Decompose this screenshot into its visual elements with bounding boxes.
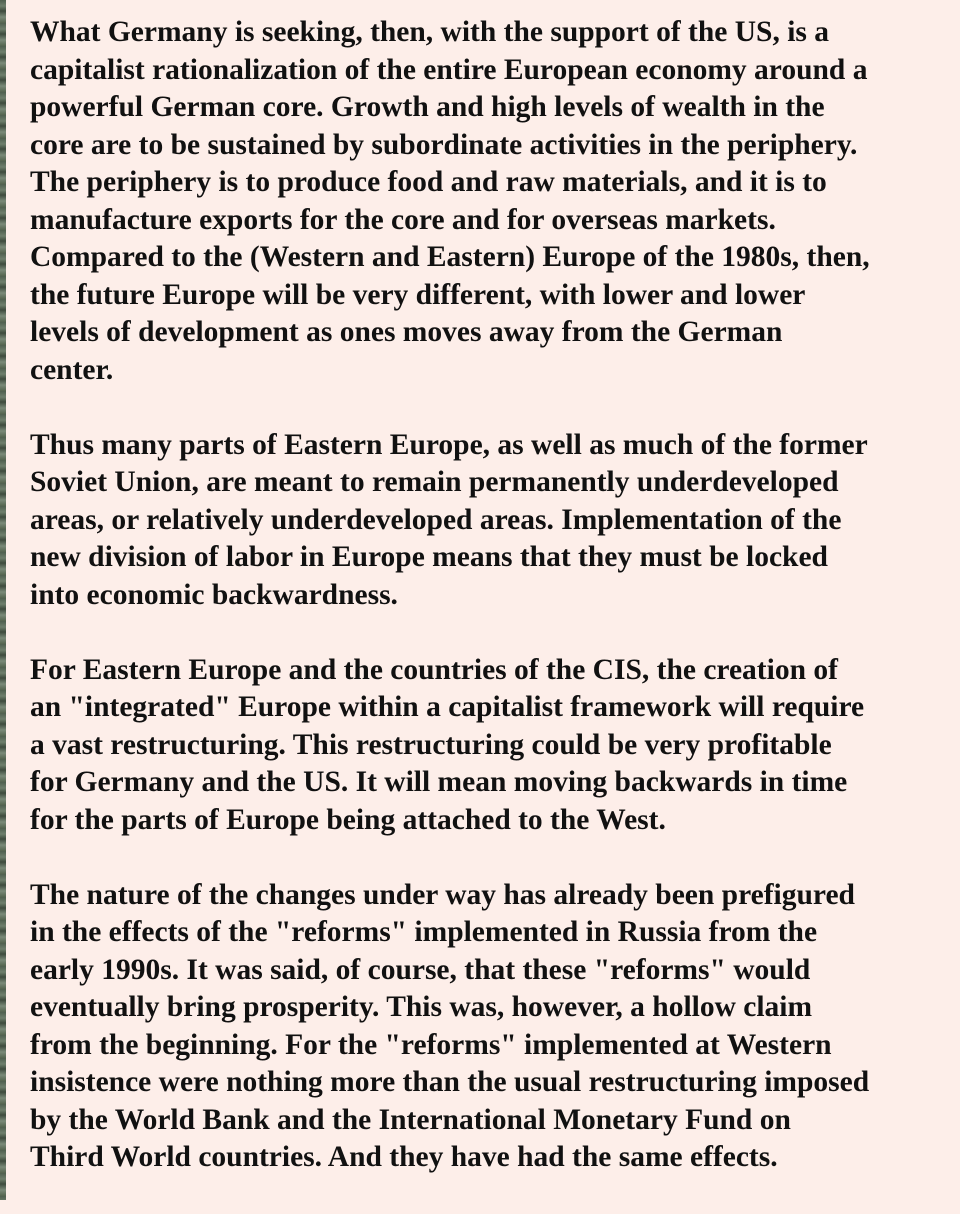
paragraph-3 — [30, 652, 952, 840]
text-line: The periphery is to produce food and raw materials, and it is to — [30, 166, 827, 198]
text-line: areas, or relatively underdeveloped areas. Implementation of the — [30, 503, 842, 536]
text-line: a vast restructuring. This restructuring could be very profitable — [30, 728, 832, 761]
text-line: insistence were nothing more than the usual restructuring imposed — [30, 1066, 870, 1098]
text-line: core are to be sustained by subordinate activities in the periphery. — [30, 128, 858, 161]
text-line: into economic backwardness. — [30, 578, 398, 611]
text-line: Soviet Union, are meant to remain permanently underdeveloped — [30, 466, 839, 498]
text-line: new division of labor in Europe means that they must be locked — [30, 541, 828, 573]
text-line: eventually bring prosperity. This was, however, a hollow claim — [30, 991, 813, 1023]
text-line: manufacture exports for the core and for overseas markets. — [30, 203, 776, 236]
text-line: early 1990s. It was said, of course, that these "reforms" would — [30, 953, 811, 986]
text-line: capitalist rationalization of the entire European economy around a — [30, 53, 868, 86]
text-line: for the parts of Europe being attached to the West. — [30, 803, 666, 836]
text-line: levels of development as ones moves away from the German — [30, 316, 783, 348]
left-edge-strip — [0, 0, 6, 1200]
paragraph-4 — [30, 877, 952, 1177]
paragraph-1 — [30, 14, 952, 389]
text-line: powerful German core. Growth and high levels of wealth in the — [30, 91, 825, 123]
text-line: Third World countries. And they have had the same effects. — [30, 1141, 778, 1173]
text-page — [30, 14, 952, 1214]
text-line: Thus many parts of Eastern Europe, as well as much of the former — [30, 428, 868, 461]
text-line: Compared to the (Western and Eastern) Europe of the 1980s, then, — [30, 241, 870, 273]
text-line: the future Europe will be very different, with lower and lower — [30, 278, 806, 311]
text-line: The nature of the changes under way has already been prefigured — [30, 878, 855, 911]
text-line: an "integrated" Europe within a capitalist framework will require — [30, 691, 865, 723]
text-line: in the effects of the "reforms" implemented in Russia from the — [30, 916, 818, 948]
text-line: For Eastern Europe and the countries of the CIS, the creation of — [30, 653, 838, 686]
text-line: by the World Bank and the International Monetary Fund on — [30, 1103, 791, 1136]
text-line: center. — [30, 353, 114, 386]
paragraph-2 — [30, 427, 952, 615]
text-line: from the beginning. For the "reforms" implemented at Western — [30, 1028, 832, 1061]
text-line: for Germany and the US. It will mean moving backwards in time — [30, 766, 848, 798]
text-line: What Germany is seeking, then, with the support of the US, is a — [30, 16, 830, 48]
